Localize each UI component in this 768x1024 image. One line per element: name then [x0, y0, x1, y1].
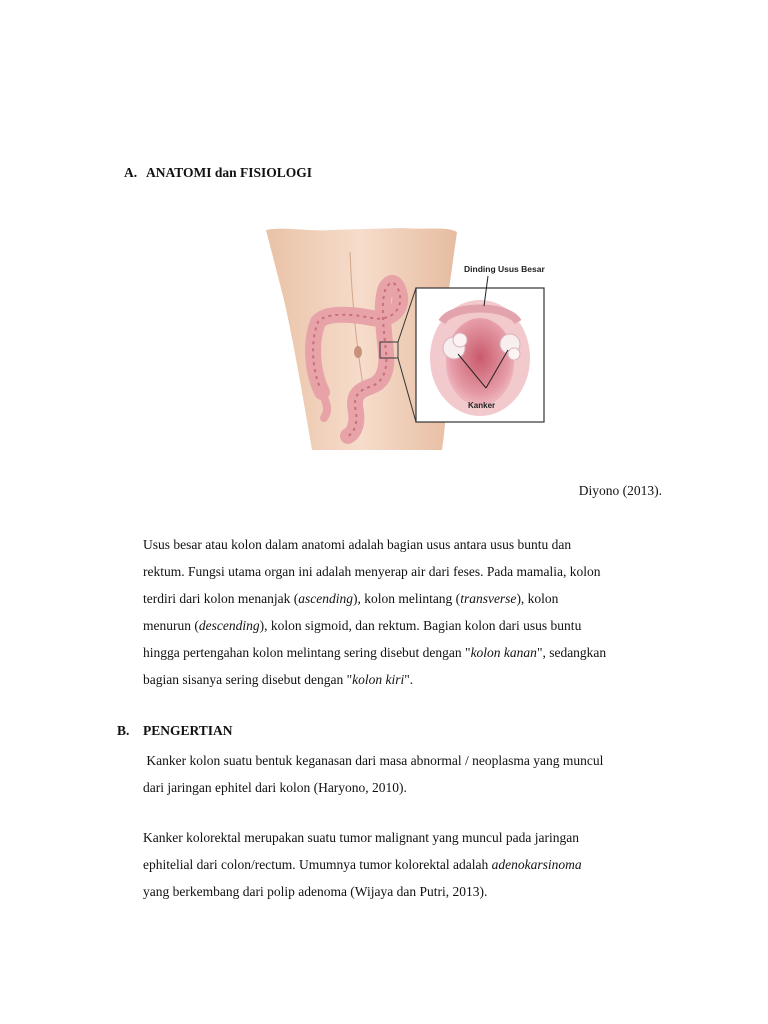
section-a-number: A. — [124, 165, 138, 180]
section-b-heading — [117, 723, 233, 739]
section-b-number: B. — [117, 723, 130, 738]
colorectal-paragraph — [143, 824, 683, 905]
definition-paragraph — [143, 747, 683, 801]
colon-anatomy-illustration — [252, 222, 552, 450]
text-line: bagian sisanya sering disebut dengan "kolon kiri". — [143, 672, 414, 687]
section-a-heading — [124, 165, 312, 181]
text-line: rektum. Fungsi utama organ ini adalah menyerap air dari feses. Pada mamalia, kolon — [143, 564, 601, 579]
section-a-title: ANATOMI dan FISIOLOGI — [146, 165, 313, 180]
colon-anatomy-svg — [252, 222, 552, 450]
text-line: yang berkembang dari polip adenoma (Wijaya dan Putri, 2013). — [143, 884, 488, 899]
text-line: terdiri dari kolon menanjak (ascending), kolon melintang (transverse), kolon — [143, 591, 559, 606]
text-line: menurun (descending), kolon sigmoid, dan rektum. Bagian kolon dari usus buntu — [143, 618, 582, 633]
text-line: hingga pertengahan kolon melintang sering disebut dengan "kolon kanan", sedangkan — [143, 645, 607, 660]
label-wall: Dinding Usus Besar — [464, 264, 545, 274]
text-line: ephitelial dari colon/rectum. Umumnya tumor kolorektal adalah adenokarsinoma — [143, 857, 582, 872]
text-line: dari jaringan ephitel dari kolon (Haryono, 2010). — [143, 780, 407, 795]
text-line: Kanker kolon suatu bentuk keganasan dari masa abnormal / neoplasma yang muncul — [143, 753, 604, 768]
text-line: Usus besar atau kolon dalam anatomi adalah bagian usus antara usus buntu dan — [143, 537, 572, 552]
label-cancer: Kanker — [468, 401, 496, 410]
figure-caption: Diyono (2013). — [578, 483, 662, 498]
section-b-title: PENGERTIAN — [143, 723, 233, 738]
text-line: Kanker kolorektal merupakan suatu tumor malignant yang muncul pada jaringan — [143, 830, 579, 845]
anatomy-paragraph — [143, 531, 683, 693]
